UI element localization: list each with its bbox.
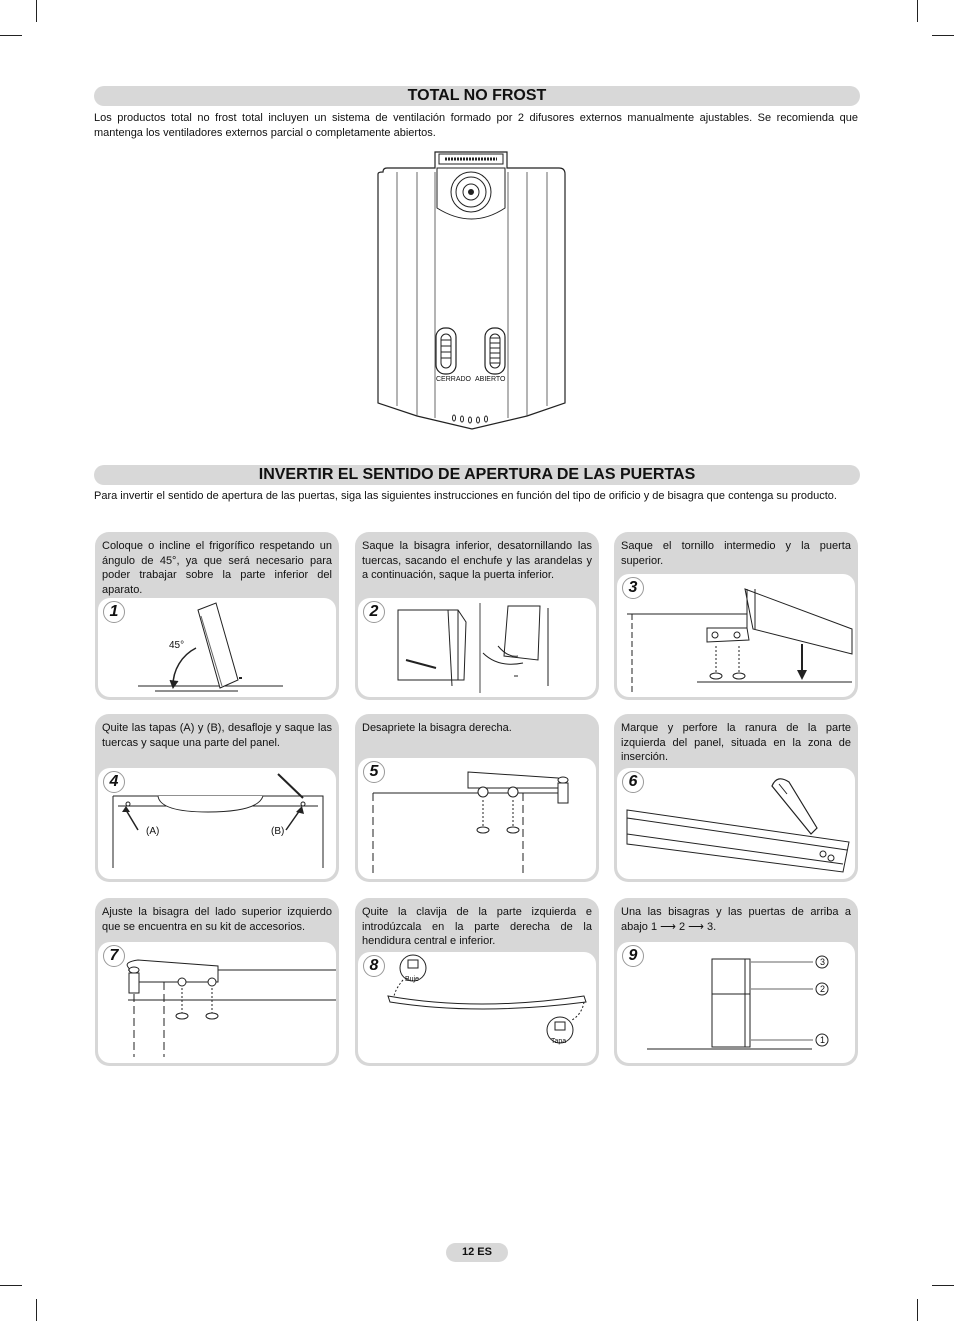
step-illustration: [617, 768, 855, 879]
crop-mark: [932, 35, 954, 36]
vent-closed-label: CERRADO: [436, 376, 472, 383]
step-illustration: [358, 952, 596, 1063]
section-intro-text: Los productos total no frost total incluyen un sistema de ventilación formado por 2 difusores externos manualmente ajustables. Se recomienda que mantenga los ventiladores externos parcial o completamente abiertos.: [94, 112, 858, 139]
step-text: Quite la clavija de la parte izquierda e introdúzcala en la parte derecha de la hendidura central e inferior.: [362, 906, 592, 947]
crop-mark: [917, 1299, 918, 1321]
step-illustration: [617, 574, 855, 697]
step-number: 7: [103, 945, 125, 967]
step-card-5: [355, 714, 599, 882]
step-text: Ajuste la bisagra del lado superior izquierdo que se encuentra en su kit de accesorios.: [102, 906, 332, 933]
step-text: Saque la bisagra inferior, desatornillando las tuercas, sacando el enchufe y las arandelas y a continuación, saque la puerta inferior.: [362, 540, 592, 581]
step-text: Desapriete la bisagra derecha.: [362, 722, 512, 734]
bushing-label: Buje: [405, 976, 420, 983]
step-card-4: [95, 714, 339, 882]
crop-mark: [932, 1285, 954, 1286]
crop-mark: [36, 1299, 37, 1321]
section-title-total-no-frost: TOTAL NO FROST: [94, 86, 860, 106]
crop-mark: [0, 1285, 22, 1286]
step-illustration: [98, 942, 336, 1063]
step-illustration: [98, 768, 336, 879]
step-text: Coloque o incline el frigorífico respetando un ángulo de 45°, ya que será necesario para poder trabajar sobre la parte inferior del aparato.: [102, 540, 332, 596]
step-number: 3: [622, 577, 644, 599]
step-illustration: [358, 598, 596, 697]
step-illustration: [98, 598, 336, 697]
hinge-label-1: 1: [820, 1035, 826, 1045]
angle-label: 45°: [169, 640, 185, 651]
vent-open-label: ABIERTO: [475, 376, 506, 383]
step-card-3: [614, 532, 858, 700]
cap-b-label: (B): [271, 826, 285, 837]
section-title-reverse-doors: INVERTIR EL SENTIDO DE APERTURA DE LAS PUERTAS: [94, 465, 860, 485]
page-number: 12 ES: [446, 1243, 508, 1262]
step-illustration: [358, 758, 596, 879]
cap-label: Tapa: [551, 1038, 567, 1045]
hinge-label-3: 3: [820, 957, 826, 967]
hinge-label-2: 2: [820, 984, 826, 994]
step-number: 2: [363, 601, 385, 623]
step-number: 6: [622, 771, 644, 793]
step-card-6: [614, 714, 858, 882]
section-reverse-text: Para invertir el sentido de apertura de las puertas, siga las siguientes instrucciones en función del tipo de orificio y de bisagra que contenga su producto.: [94, 490, 837, 502]
step-card-7: [95, 898, 339, 1066]
crop-mark: [917, 0, 918, 22]
step-card-8: [355, 898, 599, 1066]
step-number: 5: [363, 761, 385, 783]
fridge-rear-illustration: [375, 148, 570, 433]
step-text: Una las bisagras y las puertas de arriba a abajo 1 ⟶ 2 ⟶ 3.: [621, 906, 851, 933]
step-text: Saque el tornillo intermedio y la puerta superior.: [621, 540, 851, 567]
step-number: 4: [103, 771, 125, 793]
step-number: 8: [363, 955, 385, 977]
crop-mark: [36, 0, 37, 22]
step-number: 9: [622, 945, 644, 967]
step-card-2: [355, 532, 599, 700]
crop-mark: [0, 35, 22, 36]
step-number: 1: [103, 601, 125, 623]
step-card-1: [95, 532, 339, 700]
step-card-9: [614, 898, 858, 1066]
step-text: Marque y perfore la ranura de la parte izquierda del panel, situada en la zona de inserción.: [621, 722, 851, 763]
cap-a-label: (A): [146, 826, 160, 837]
step-text: Quite las tapas (A) y (B), desafloje y saque las tuercas y saque una parte del panel.: [102, 722, 332, 749]
